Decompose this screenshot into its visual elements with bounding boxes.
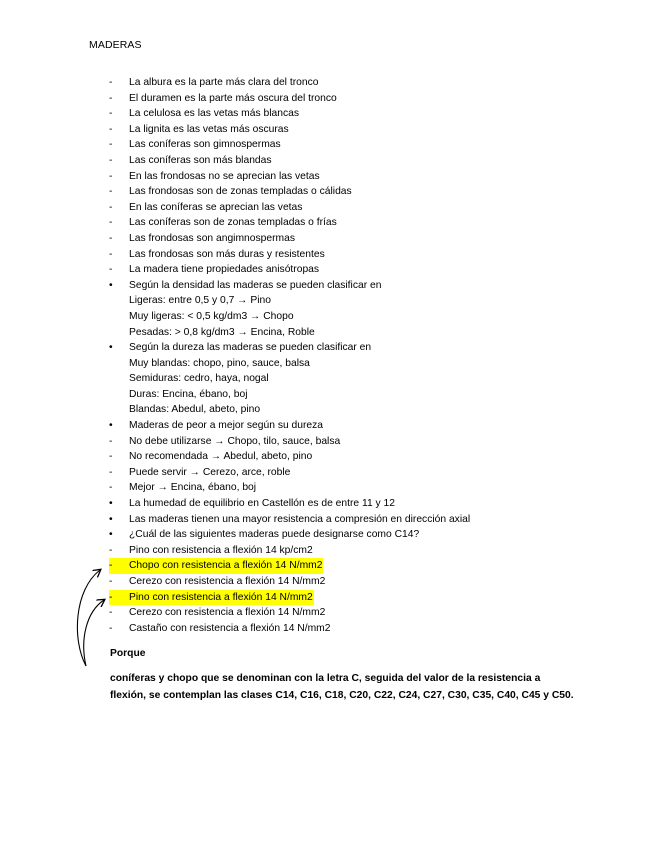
list-item-text: No recomendada → Abedul, abeto, pino — [129, 451, 313, 463]
dash-marker: - — [109, 248, 113, 260]
list-item-text: Las maderas tienen una mayor resistencia a compresión en dirección axial — [129, 513, 471, 525]
dash-marker: - — [109, 217, 113, 229]
dash-marker: - — [109, 186, 113, 198]
list-item-text: En las frondosas no se aprecian las vetas — [129, 170, 320, 182]
dash-marker: - — [109, 466, 113, 478]
dash-marker: - — [109, 77, 113, 88]
dash-marker: - — [109, 92, 113, 104]
dash-marker: - — [109, 123, 113, 135]
list-item-text: ¿Cuál de las siguientes maderas puede designarse como C14? — [129, 529, 420, 541]
list-item-text: Las coníferas son de zonas templadas o frías — [129, 217, 337, 229]
dash-marker: - — [109, 108, 113, 120]
list-item-text: Ligeras: entre 0,5 y 0,7 → Pino — [129, 295, 271, 307]
dash-marker: - — [109, 482, 113, 494]
list-item-text: Muy blandas: chopo, pino, sauce, balsa — [129, 357, 310, 369]
list-item-text: Maderas de peor a mejor según su dureza — [129, 420, 324, 432]
list-item-text: La lignita es las vetas más oscuras — [129, 123, 289, 135]
list-item-text: La humedad de equilibrio en Castellón es de entre 11 y 12 — [129, 498, 395, 510]
arrow-to-chopo — [77, 570, 100, 666]
list-item-text: La albura es la parte más clara del tronco — [129, 77, 319, 88]
list-item-text: Las frondosas son de zonas templadas o cálidas — [129, 186, 352, 198]
list-item-text: Las frondosas son angimnospermas — [129, 232, 295, 244]
bullet-marker: • — [109, 513, 113, 525]
list-item-text: Según la densidad las maderas se pueden clasificar en — [129, 279, 382, 291]
list-item-text: No debe utilizarse → Chopo, tilo, sauce, balsa — [129, 435, 341, 447]
dash-marker: - — [109, 558, 129, 574]
list-item-text: Semiduras: cedro, haya, nogal — [129, 373, 269, 385]
dash-marker: - — [109, 154, 113, 166]
dash-marker: - — [109, 139, 113, 151]
dash-marker: - — [109, 576, 113, 587]
list-item-text: Pesadas: > 0,8 kg/dm3 → Encina, Roble — [129, 326, 315, 338]
dash-marker: - — [109, 435, 113, 447]
porque-heading: Porque — [110, 648, 146, 659]
list-item-text: Blandas: Abedul, abeto, pino — [129, 404, 261, 416]
list-item-text: Las frondosas son más duras y resistentes — [129, 248, 325, 260]
list-item-text: Según la dureza las maderas se pueden clasificar en — [129, 342, 372, 354]
list-item-text: Las coníferas son gimnospermas — [129, 139, 281, 151]
list-item-text: Castaño con resistencia a flexión 14 N/mm2 — [129, 622, 331, 634]
list-item-text: Duras: Encina, ébano, boj — [129, 388, 248, 400]
list-item-text: Pino con resistencia a flexión 14 N/mm2 — [128, 590, 314, 606]
dash-marker: - — [109, 170, 113, 182]
list-item-text: En las coníferas se aprecian las vetas — [129, 201, 303, 213]
list-item-text: Pino con resistencia a flexión 14 kp/cm2 — [129, 544, 313, 556]
paragraph-line: coníferas y chopo que se denominan con la letra C, seguida del valor de la resistencia a — [110, 673, 541, 684]
list-item-text: Puede servir → Cerezo, arce, roble — [129, 466, 291, 478]
dash-marker: - — [109, 232, 113, 244]
bullet-marker: • — [109, 420, 113, 432]
arrow-to-pino — [84, 600, 104, 666]
list-item-text: La celulosa es las vetas más blancas — [129, 108, 299, 120]
paragraph-line: flexión, se contemplan las clases C14, C16, C18, C20, C22, C24, C27, C30, C35, C40, C45 y C50. — [110, 690, 574, 701]
list-item-text: Muy ligeras: < 0,5 kg/dm3 → Chopo — [129, 310, 294, 322]
dash-marker: - — [109, 544, 113, 556]
dash-marker: - — [109, 622, 113, 634]
list-item-text: Chopo con resistencia a flexión 14 N/mm2 — [128, 558, 323, 574]
dash-marker: - — [109, 451, 113, 463]
list-item-text: La madera tiene propiedades anisótropas — [129, 264, 320, 276]
list-item-text: Las coníferas son más blandas — [129, 154, 272, 166]
bullet-marker: • — [109, 342, 113, 354]
dash-marker: - — [109, 607, 113, 619]
dash-marker: - — [109, 201, 113, 213]
page-title: MADERAS — [89, 39, 142, 51]
list-item-text: Mejor → Encina, ébano, boj — [129, 482, 257, 494]
bullet-marker: • — [109, 529, 113, 541]
list-item-text: Cerezo con resistencia a flexión 14 N/mm2 — [129, 576, 326, 587]
bullet-marker: • — [109, 498, 113, 510]
list-item-text: Cerezo con resistencia a flexión 14 N/mm2 — [129, 607, 326, 619]
bullet-marker: • — [109, 279, 113, 291]
dash-marker: - — [109, 590, 129, 606]
list-item-text: El duramen es la parte más oscura del tronco — [129, 92, 337, 104]
dash-marker: - — [109, 264, 113, 276]
